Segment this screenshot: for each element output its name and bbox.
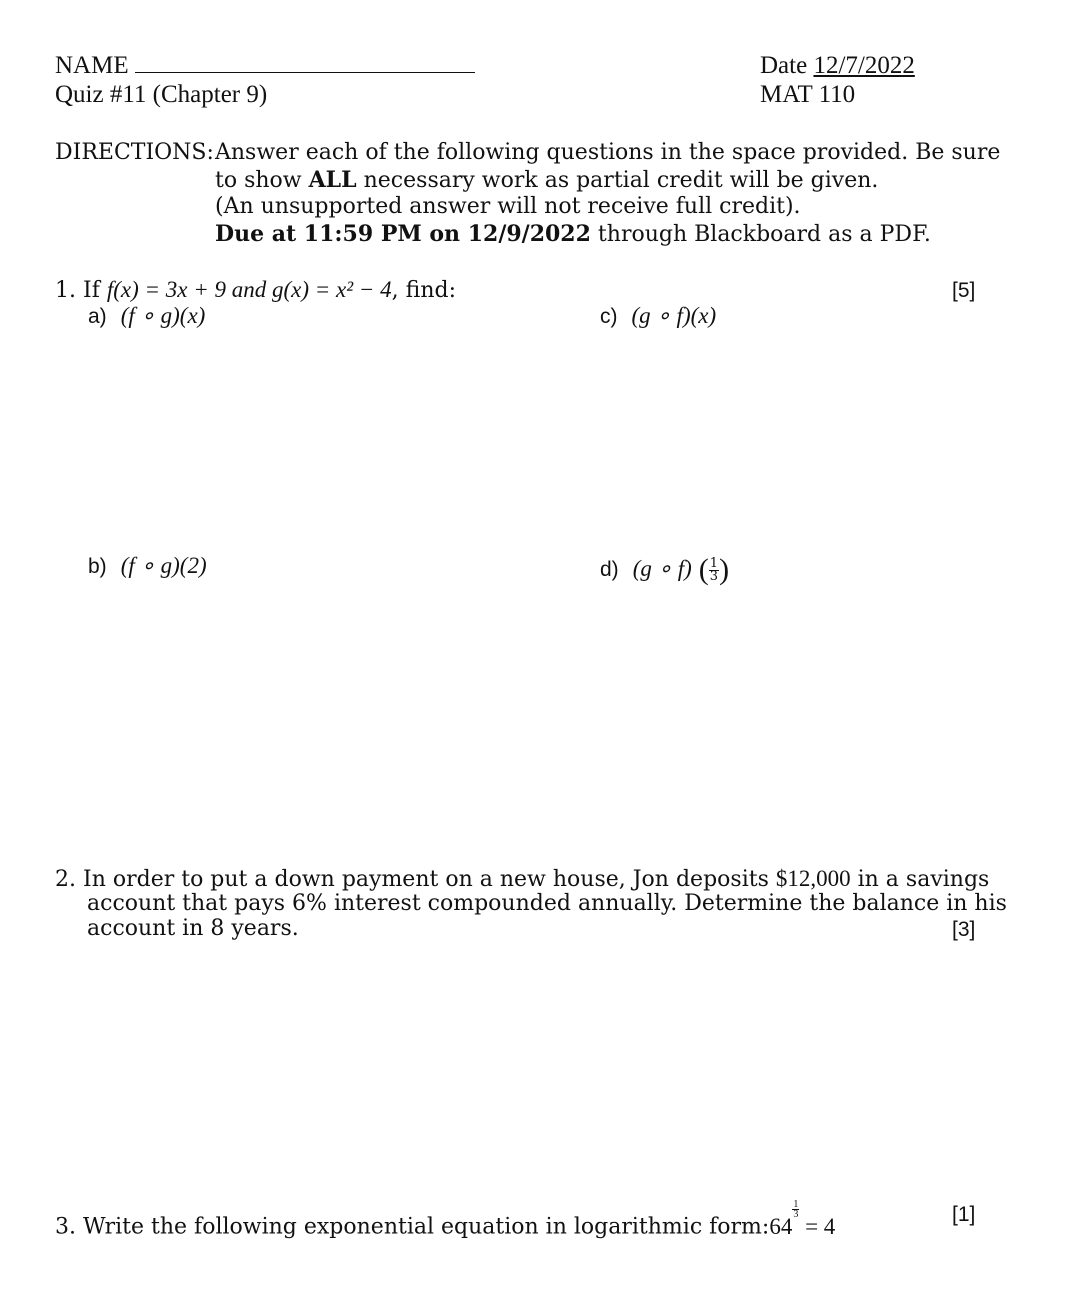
q1-number: 1.	[55, 278, 76, 303]
directions-all-emphasis: ALL	[308, 167, 357, 193]
course-code: MAT 110	[760, 81, 856, 108]
directions-line-3: (An unsupported answer will not receive full credit).	[215, 194, 801, 219]
q1-part-b	[88, 553, 207, 579]
q3-prompt: 3. Write the following exponential equation in logarithmic form:64 $^{\frac{1}{3}}$ = 4	[55, 1199, 836, 1240]
q1-prompt: 1. If f(x) = 3x + 9 and g(x) = x² − 4, find:	[55, 277, 456, 303]
q2-line-3: account in 8 years.	[87, 916, 299, 941]
q1c-expression: (g ∘ f)(x)	[631, 303, 717, 328]
date-line	[760, 52, 915, 80]
date-label: Date	[760, 52, 808, 79]
deposit-amount: $12,000	[775, 866, 851, 891]
q1a-expression: (f ∘ g)(x)	[120, 303, 206, 328]
q2-line-1: 2. In order to put a down payment on a new house, Jon deposits $12,000 in a savings	[55, 866, 990, 892]
q1d-expression: (g ∘ f)	[632, 556, 692, 581]
q1a-label: a)	[88, 305, 107, 328]
name-label: NAME	[55, 52, 129, 79]
q1d-fraction: $\frac{1}{3}$	[709, 555, 719, 584]
q3-points: [1]	[952, 1203, 976, 1226]
q1-points: [5]	[952, 279, 976, 302]
f-definition: f(x) = 3x + 9	[106, 277, 226, 302]
q1b-expression: (f ∘ g)(2)	[120, 553, 207, 578]
name-blank	[135, 71, 475, 73]
q2-points: [3]	[952, 918, 976, 941]
name-line	[55, 52, 475, 80]
q2-line-2: account that pays 6% interest compounded annually. Determine the balance in his	[87, 891, 1007, 916]
date-value: 12/7/2022	[813, 52, 915, 79]
directions-line-4: Due at 11:59 PM on 12/9/2022 through Blackboard as a PDF.	[215, 221, 931, 247]
q2-number: 2.	[55, 867, 76, 892]
q3-equation: 64 $^{\frac{1}{3}}$ = 4	[769, 1199, 836, 1239]
due-date: Due at 11:59 PM on 12/9/2022	[215, 221, 591, 247]
directions-label: DIRECTIONS:	[55, 140, 214, 165]
q1b-label: b)	[88, 555, 107, 578]
q1-part-d: d) (g ∘ f) ( $\frac{1}{3}$ )	[600, 553, 730, 586]
directions-line-2: to show ALL necessary work as partial credit will be given.	[215, 167, 879, 193]
q1c-label: c)	[600, 305, 618, 328]
directions-line-1: Answer each of the following questions in the space provided. Be sure	[215, 140, 1001, 165]
q3-number: 3.	[55, 1214, 76, 1240]
quiz-title: Quiz #11 (Chapter 9)	[55, 81, 268, 108]
q1d-label: d)	[600, 558, 619, 581]
q1-part-a	[88, 303, 205, 329]
g-definition: g(x) = x² − 4	[272, 277, 392, 302]
q1-part-c	[600, 303, 716, 329]
